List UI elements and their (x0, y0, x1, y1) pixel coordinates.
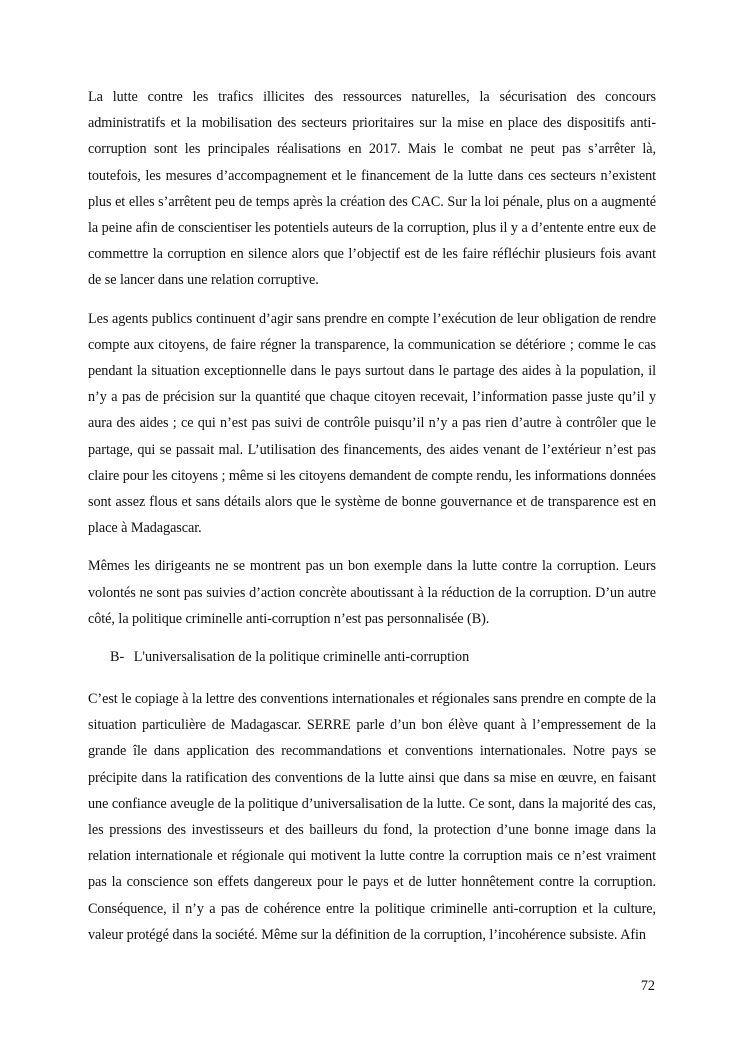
paragraph-2: Les agents publics continuent d’agir sans prendre en compte l’exécution de leur obligation de rendre compte aux citoyens, de faire régner la transparence, la communication se détériore ; comme le cas pendant la situation exceptionnelle dans le pays surtout dans le partage des aides à la population, il n’y a pas de précision sur la quantité que chaque citoyen recevait, l’information passe juste qu’il y aura des aides ; ce qui n’est pas suivi de contrôle puisqu’il n’y a pas rien d’autre à contrôler que le partage, qui se passait mal. L’utilisation des financements, des aides venant de l’extérieur n’est pas claire pour les citoyens ; même si les citoyens demandent de compte rendu, les informations données sont assez flous et sans détails alors que le système de bonne gouvernance et de transparence est en place à Madagascar. (88, 310, 656, 537)
section-marker: B- (110, 649, 125, 666)
page-number: 72 (640, 978, 655, 994)
paragraph-1: La lutte contre les trafics illicites des ressources naturelles, la sécurisation des concours administratifs et la mobilisation des secteurs prioritaires sur la mise en place des dispositifs anti-corruption sont les principales réalisations en 2017. Mais le combat ne peut pas s’arrêter là, toutefois, les mesures d’accompagnement et le financement de la lutte dans ces secteurs n’existent plus et elles s’arrêtent peu de temps après la création des CAC. Sur la loi pénale, plus on a augmenté la peine afin de conscientiser les potentiels auteurs de la corruption, plus il y a d’entente entre eux de commettre la corruption en silence alors que l’objectif est de les faire réfléchir plusieurs fois avant de se lancer dans une relation corruptive. (88, 89, 656, 289)
section-title: L'universalisation de la politique criminelle anti-corruption (133, 649, 470, 666)
paragraph-3: Mêmes les dirigeants ne se montrent pas un bon exemple dans la lutte contre la corruption. Leurs volontés ne sont pas suivies d’action concrète aboutissant à la réduction de la corruption. D’un autre côté, la politique criminelle anti-corruption n’est pas personnalisée (B). (88, 558, 656, 627)
document-page (88, 84, 656, 960)
paragraph-4: C’est le copiage à la lettre des conventions internationales et régionales sans prendre en compte de la situation particulière de Madagascar. SERRE parle d’un bon élève quant à l’empressement de la grande île dans application des recommandations et conventions internationales. Notre pays se précipite dans la ratification des conventions de la lutte ainsi que dans sa mise en œuvre, en faisant une confiance aveugle de la politique d’universalisation de la lutte. Ce sont, dans la majorité des cas, les pressions des investisseurs et des bailleurs du fond, la protection d’une bonne image dans la relation internationale et régionale qui motivent la lutte contre la corruption mais ce n’est vraiment pas la conscience son effets dangereux pour le pays et de lutter honnêtement contre la corruption. Conséquence, il n’y a pas de cohérence entre la politique criminelle anti-corruption et la culture, valeur protégé dans la société. Même sur la définition de la corruption, l’incohérence subsiste. Afin (88, 691, 656, 943)
section-heading (110, 644, 656, 670)
